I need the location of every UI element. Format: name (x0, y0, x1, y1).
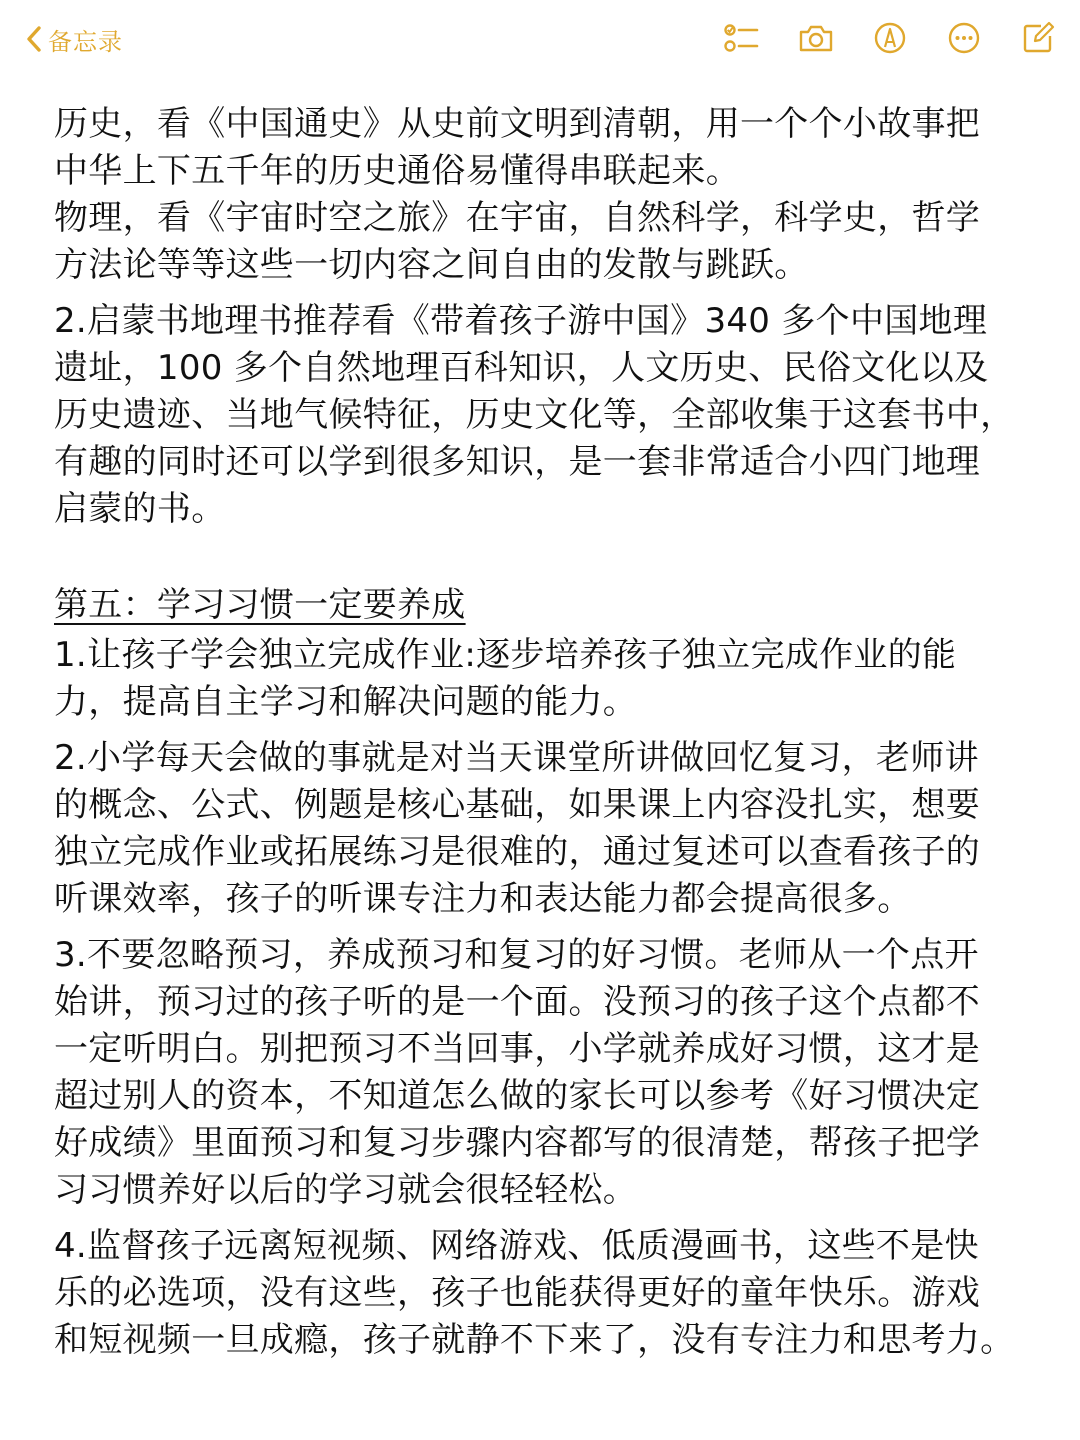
text-line: 独立完成作业或拓展练习是很难的，通过复述可以查看孩子的 (54, 832, 981, 872)
navigation-bar (0, 0, 1080, 80)
text-line: 中华上下五千年的历史通俗易懂得串联起来。 (54, 151, 740, 191)
more-button[interactable] (944, 18, 984, 58)
text-line: 历史，看《中国通史》从史前文明到清朝，用一个个小故事把 (54, 104, 981, 144)
text-line: 有趣的同时还可以学到很多知识，是一套非常适合小四门地理 (54, 442, 981, 482)
text-line: 一定听明白。别把预习不当回事，小学就养成好习惯，这才是 (54, 1029, 981, 1069)
text-line: 始讲，预习过的孩子听的是一个面。没预习的孩子这个点都不 (54, 982, 981, 1022)
text-line: 2.小学每天会做的事就是对当天课堂所讲做回忆复习，老师讲 (54, 738, 979, 778)
more-icon (947, 21, 981, 55)
text-line: 和短视频一旦成瘾，孩子就静不下来了，没有专注力和思考力。 (54, 1320, 1015, 1360)
markup-button[interactable] (870, 18, 910, 58)
text-line: 2.启蒙书地理书推荐看《带着孩子游中国》340 多个中国地理 (54, 301, 988, 341)
back-button[interactable] (26, 22, 123, 56)
paragraph-review (54, 735, 1044, 923)
checklist-button[interactable] (722, 18, 762, 58)
text-line: 超过别人的资本，不知道怎么做的家长可以参考《好习惯决定 (54, 1076, 981, 1116)
checklist-icon (724, 22, 760, 54)
text-line: 1.让孩子学会独立完成作业:逐步培养孩子独立完成作业的能 (54, 635, 957, 675)
note-body[interactable] (54, 101, 1044, 1364)
text-line: 物理，看《宇宙时空之旅》在宇宙，自然科学，科学史，哲学 (54, 198, 981, 238)
heading-text: 第五：学习习惯一定要养成 (54, 585, 466, 625)
section-heading (54, 582, 1044, 629)
text-line: 历史遗迹、当地气候特征，历史文化等，全部收集于这套书中， (54, 395, 1015, 435)
camera-button[interactable] (796, 18, 836, 58)
markup-pen-icon (873, 21, 907, 55)
text-line: 启蒙的书。 (54, 489, 226, 529)
text-line: 遗址，100 多个自然地理百科知识，人文历史、民俗文化以及 (54, 348, 989, 388)
text-line: 听课效率，孩子的听课专注力和表达能力都会提高很多。 (54, 879, 912, 919)
text-line: 3.不要忽略预习，养成预习和复习的好习惯。老师从一个点开 (54, 935, 979, 975)
paragraph-history-physics (54, 101, 1044, 289)
text-line: 的概念、公式、例题是核心基础，如果课上内容没扎实，想要 (54, 785, 981, 825)
compose-button[interactable] (1018, 18, 1058, 58)
camera-icon (798, 23, 834, 53)
paragraph-preview (54, 932, 1044, 1214)
compose-icon (1021, 21, 1055, 55)
paragraph-screen-time (54, 1223, 1044, 1364)
paragraph-geography (54, 298, 1044, 533)
toolbar (688, 18, 1058, 58)
text-line: 力，提高自主学习和解决问题的能力。 (54, 682, 638, 722)
text-line: 乐的必选项，没有这些，孩子也能获得更好的童年快乐。游戏 (54, 1273, 981, 1313)
text-line: 4.监督孩子远离短视频、网络游戏、低质漫画书，这些不是快 (54, 1226, 979, 1266)
text-line: 习习惯养好以后的学习就会很轻轻松。 (54, 1170, 638, 1210)
chevron-left-icon (26, 25, 42, 53)
text-line: 方法论等等这些一切内容之间自由的发散与跳跃。 (54, 245, 809, 285)
paragraph-homework (54, 632, 1044, 726)
back-label: 备忘录 (48, 27, 123, 56)
text-line: 好成绩》里面预习和复习步骤内容都写的很清楚，帮孩子把学 (54, 1123, 981, 1163)
